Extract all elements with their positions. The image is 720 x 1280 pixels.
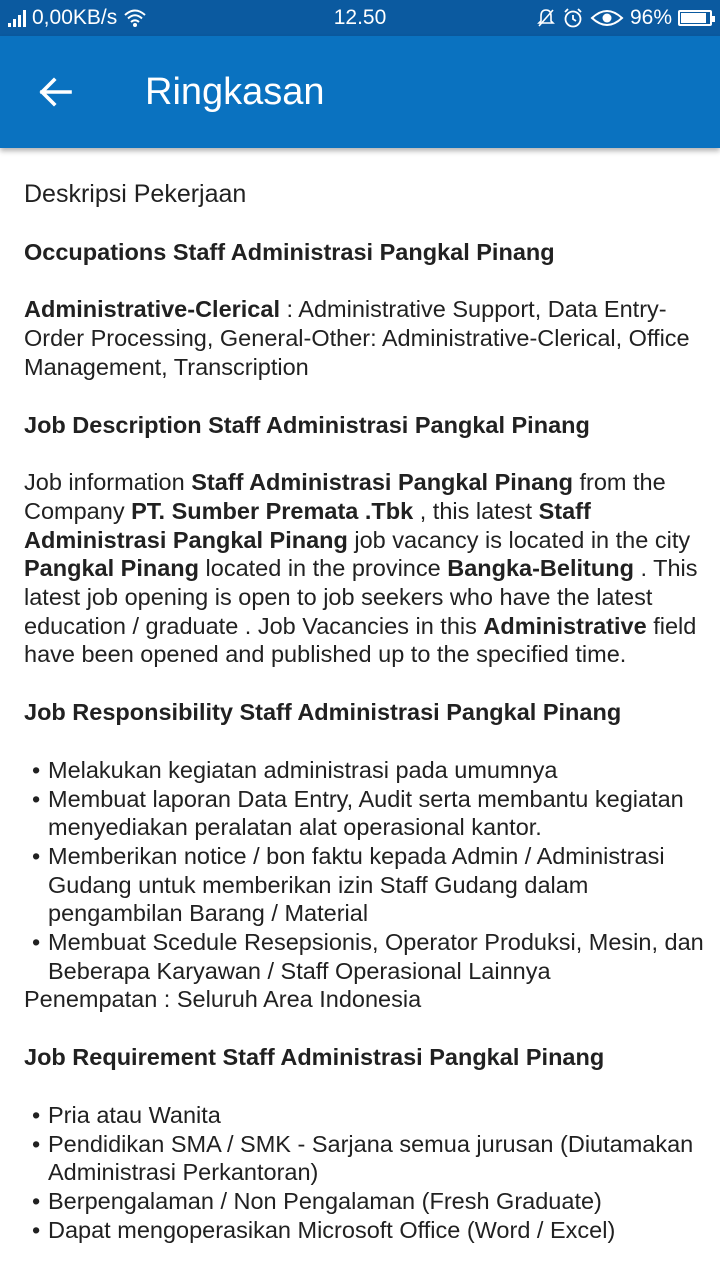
jobdesc-province: Bangka-Belitung	[447, 555, 641, 582]
jobdesc-text-1: Job information	[24, 469, 192, 496]
list-item: • Pendidikan SMA / SMK - Sarjana semua jurusan (Diutamakan Administrasi Perkantoran)	[24, 1130, 704, 1187]
network-speed: 0,00KB/s	[32, 6, 118, 29]
jobdesc-company: PT. Sumber Premata .Tbk	[131, 497, 420, 524]
job-responsibility-heading: Job Responsibility Staff Administrasi Pangkal Pinang	[24, 699, 622, 726]
occupations-heading: Occupations Staff Administrasi Pangkal Pinang	[24, 238, 555, 265]
list-item: • Dapat mengoperasikan Microsoft Office (Word / Excel)	[24, 1216, 704, 1245]
job-description-heading: Job Description Staff Administrasi Pangkal Pinang	[24, 411, 590, 438]
arrow-left-icon[interactable]	[36, 72, 76, 112]
placement-text: Penempatan : Seluruh Area Indonesia	[24, 986, 422, 1013]
mute-bell-icon	[536, 8, 556, 28]
jobdesc-job-title: Staff Administrasi Pangkal Pinang	[191, 469, 580, 496]
list-item: • Melakukan kegiatan administrasi pada umumnya	[24, 756, 704, 785]
battery-percent: 96%	[629, 6, 672, 29]
job-summary	[24, 180, 704, 1244]
category-text: : Administrative Support, Data Entry-Order Processing, General-Other: Administrative-Clerical, Office Management, Transcription	[24, 296, 690, 380]
status-right	[536, 6, 712, 30]
alarm-icon	[562, 7, 584, 29]
section-title: Deskripsi Pekerjaan	[24, 180, 247, 208]
jobdesc-text-7: field have been opened and published up to the specified time.	[24, 612, 697, 668]
jobdesc-text-6: . This latest job opening is open to job seekers who have the latest education / graduate . Job Vacancies in this	[24, 555, 698, 639]
job-description-paragraph	[24, 468, 704, 669]
jobdesc-city: Pangkal Pinang	[24, 555, 206, 582]
status-time: 12.50	[333, 6, 387, 29]
category-label: Administrative-Clerical	[24, 296, 287, 323]
responsibility-list	[24, 756, 704, 986]
app-bar	[0, 36, 720, 148]
list-item: • Pria atau Wanita	[24, 1101, 704, 1130]
job-requirement-heading: Job Requirement Staff Administrasi Pangkal Pinang	[24, 1044, 605, 1071]
jobdesc-text-3: , this latest	[419, 497, 539, 524]
jobdesc-text-5: located in the province	[205, 555, 448, 582]
list-item: • Berpengalaman / Non Pengalaman (Fresh Graduate)	[24, 1187, 704, 1216]
jobdesc-text-4: job vacancy is located in the city	[354, 526, 691, 553]
jobdesc-field: Administrative	[483, 612, 654, 639]
jobdesc-text-2: from the Company	[24, 469, 666, 524]
status-bar	[0, 0, 720, 36]
category-paragraph	[24, 295, 704, 381]
requirement-list	[24, 1101, 704, 1245]
list-item: • Membuat Scedule Resepsionis, Operator Produksi, Mesin, dan Beberapa Karyawan / Staff Operasional Lainnya	[24, 928, 704, 985]
list-item: • Memberikan notice / bon faktu kepada Admin / Administrasi Gudang untuk memberikan izin Staff Gudang dalam pengambilan Barang / Material	[24, 842, 704, 928]
page-title: Ringkasan	[145, 71, 325, 113]
jobdesc-job-title-2: Staff Administrasi Pangkal Pinang	[24, 497, 591, 553]
eye-icon	[590, 8, 624, 28]
battery-icon	[678, 10, 712, 26]
list-item: • Membuat laporan Data Entry, Audit serta membantu kegiatan menyediakan peralatan alat operasional kantor.	[24, 785, 704, 842]
